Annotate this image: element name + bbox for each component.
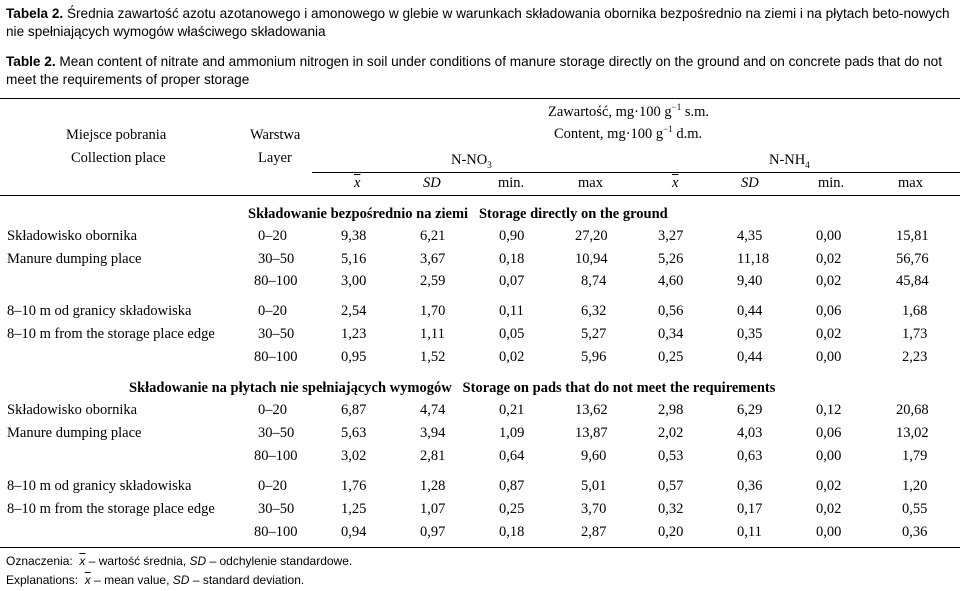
layer-cell: 0–20 [258,478,287,494]
value-cell: 2,59 [420,273,446,289]
header-mid-rule [312,172,960,173]
value-cell: 0,00 [816,228,842,244]
value-cell: 0,34 [658,326,684,342]
value-cell: 0,57 [658,478,684,494]
value-cell: 13,62 [575,402,608,418]
value-cell: 0,06 [816,425,842,441]
header-stat-max-nh4: max [898,175,923,191]
value-cell: 0,00 [816,448,842,464]
layer-cell: 80–100 [254,524,298,540]
value-cell: 2,23 [902,349,928,365]
value-cell: 0,06 [816,303,842,319]
header-stat-mean-nh4: $\overline{x}$ [672,175,679,191]
value-cell: 1,68 [902,303,928,319]
value-cell: 27,20 [575,228,608,244]
caption-pl-label: Tabela 2. [6,6,64,21]
value-cell: 2,54 [341,303,367,319]
layer-cell: 80–100 [254,273,298,289]
row-group-name-pl: Składowisko obornika [7,402,138,418]
value-cell: 1,73 [902,326,928,342]
header-layer-en: Layer [258,150,292,166]
value-cell: 0,20 [658,524,684,540]
header-stat-mean-no3: $\overline{x}$ [354,175,361,191]
row-group-name-en: 8–10 m from the storage place edge [7,326,215,342]
value-cell: 0,25 [658,349,684,365]
value-cell: 13,02 [896,425,929,441]
value-cell: 3,00 [341,273,367,289]
value-cell: 5,01 [581,478,607,494]
value-cell: 0,97 [420,524,446,540]
value-cell: 3,70 [581,501,607,517]
row-group-name-pl: 8–10 m od granicy składowiska [7,303,192,319]
header-layer-pl: Warstwa [250,127,301,143]
value-cell: 4,35 [737,228,763,244]
value-cell: 0,11 [499,303,524,319]
value-cell: 3,02 [341,448,367,464]
value-cell: 0,36 [737,478,763,494]
caption-pl-text: Średnia zawartość azotu azotanowego i amonowego w glebie w warunkach składowania obornika bezpośrednio na ziemi i na płytach beto-nowych nie spełniających wymogów właściwego składowania [6,6,950,39]
value-cell: 0,44 [737,303,763,319]
value-cell: 0,95 [341,349,367,365]
table-top-rule [0,98,960,99]
header-stat-sd-nh4: SD [741,175,759,191]
caption-en-label: Table 2. [6,54,56,69]
value-cell: 0,02 [499,349,525,365]
layer-cell: 30–50 [258,251,295,267]
value-cell: 0,55 [902,501,928,517]
value-cell: 10,94 [575,251,608,267]
row-group-name-en: 8–10 m from the storage place edge [7,501,215,517]
value-cell: 6,32 [581,303,607,319]
value-cell: 0,21 [499,402,525,418]
value-cell: 4,03 [737,425,763,441]
value-cell: 0,02 [816,273,842,289]
value-cell: 9,60 [581,448,607,464]
value-cell: 4,74 [420,402,446,418]
value-cell: 2,87 [581,524,607,540]
value-cell: 0,56 [658,303,684,319]
layer-cell: 30–50 [258,425,295,441]
value-cell: 1,11 [420,326,445,342]
value-cell: 0,02 [816,326,842,342]
value-cell: 0,05 [499,326,525,342]
value-cell: 4,60 [658,273,684,289]
header-place-en: Collection place [71,150,166,166]
value-cell: 5,96 [581,349,607,365]
value-cell: 0,64 [499,448,525,464]
value-cell: 0,18 [499,251,525,267]
caption-en-text: Mean content of nitrate and ammonium nitrogen in soil under conditions of manure storage directly on the ground and on concrete pads that do not meet the requirements of proper storage [6,54,943,87]
value-cell: 3,67 [420,251,446,267]
value-cell: 0,11 [737,524,762,540]
value-cell: 0,25 [499,501,525,517]
footnote-polish: Oznaczenia: $\overline{x}$ – wartość średnia, SD – odchylenie standardowe. [6,554,353,568]
value-cell: 6,21 [420,228,446,244]
header-place-pl: Miejsce pobrania [66,127,167,143]
header-bottom-rule [0,195,960,196]
layer-cell: 30–50 [258,326,295,342]
value-cell: 2,81 [420,448,446,464]
value-cell: 1,09 [499,425,525,441]
value-cell: 6,29 [737,402,763,418]
caption-english [6,53,958,89]
value-cell: 5,16 [341,251,367,267]
value-cell: 1,20 [902,478,928,494]
value-cell: 8,74 [581,273,607,289]
value-cell: 0,90 [499,228,525,244]
value-cell: 2,98 [658,402,684,418]
value-cell: 0,32 [658,501,684,517]
value-cell: 0,00 [816,524,842,540]
value-cell: 0,94 [341,524,367,540]
layer-cell: 0–20 [258,402,287,418]
value-cell: 5,26 [658,251,684,267]
value-cell: 0,87 [499,478,525,494]
layer-cell: 0–20 [258,303,287,319]
value-cell: 0,07 [499,273,525,289]
header-content-en: Content, mg·100 $g^{-1}$ d.m. [554,124,703,142]
value-cell: 0,36 [902,524,928,540]
table-bottom-rule [0,547,960,548]
value-cell: 9,40 [737,273,763,289]
section-title-1: Składowanie bezpośrednio na ziemi Storage directly on the ground [248,206,668,222]
value-cell: 45,84 [896,273,929,289]
value-cell: 1,23 [341,326,367,342]
header-stat-min-nh4: min. [818,175,845,191]
value-cell: 1,25 [341,501,367,517]
row-group-name-pl: 8–10 m od granicy składowiska [7,478,192,494]
value-cell: 9,38 [341,228,367,244]
value-cell: 0,35 [737,326,763,342]
value-cell: 1,52 [420,349,446,365]
layer-cell: 0–20 [258,228,287,244]
header-stat-max-no3: max [578,175,603,191]
value-cell: 5,63 [341,425,367,441]
value-cell: 1,76 [341,478,367,494]
value-cell: 5,27 [581,326,607,342]
value-cell: 0,44 [737,349,763,365]
footnote-english: Explanations: $\overline{x}$ – mean value, SD – standard deviation. [6,573,305,587]
layer-cell: 80–100 [254,349,298,365]
value-cell: 3,27 [658,228,684,244]
row-group-name-en: Manure dumping place [7,251,142,267]
header-no3: $N-NO_3$ [451,152,492,170]
value-cell: 0,12 [816,402,842,418]
row-group-name-pl: Składowisko obornika [7,228,138,244]
value-cell: 1,79 [902,448,928,464]
value-cell: 1,70 [420,303,446,319]
row-group-name-en: Manure dumping place [7,425,142,441]
value-cell: 1,07 [420,501,446,517]
value-cell: 3,94 [420,425,446,441]
value-cell: 0,02 [816,478,842,494]
value-cell: 0,63 [737,448,763,464]
layer-cell: 30–50 [258,501,295,517]
value-cell: 20,68 [896,402,929,418]
value-cell: 6,87 [341,402,367,418]
header-nh4: $N-NH_4$ [769,152,810,170]
value-cell: 0,00 [816,349,842,365]
value-cell: 56,76 [896,251,929,267]
value-cell: 11,18 [737,251,770,267]
layer-cell: 80–100 [254,448,298,464]
value-cell: 0,02 [816,251,842,267]
header-content-pl: Zawartość, mg·100 $g^{-1}$ s.m. [548,102,709,120]
value-cell: 0,02 [816,501,842,517]
caption-polish [6,5,958,41]
header-stat-min-no3: min. [498,175,525,191]
value-cell: 0,18 [499,524,525,540]
section-title-2: Składowanie na płytach nie spełniających wymogów Storage on pads that do not meet the requirements [129,380,776,396]
value-cell: 13,87 [575,425,608,441]
value-cell: 0,53 [658,448,684,464]
header-stat-sd-no3: SD [423,175,441,191]
value-cell: 2,02 [658,425,684,441]
value-cell: 15,81 [896,228,929,244]
value-cell: 1,28 [420,478,446,494]
value-cell: 0,17 [737,501,763,517]
